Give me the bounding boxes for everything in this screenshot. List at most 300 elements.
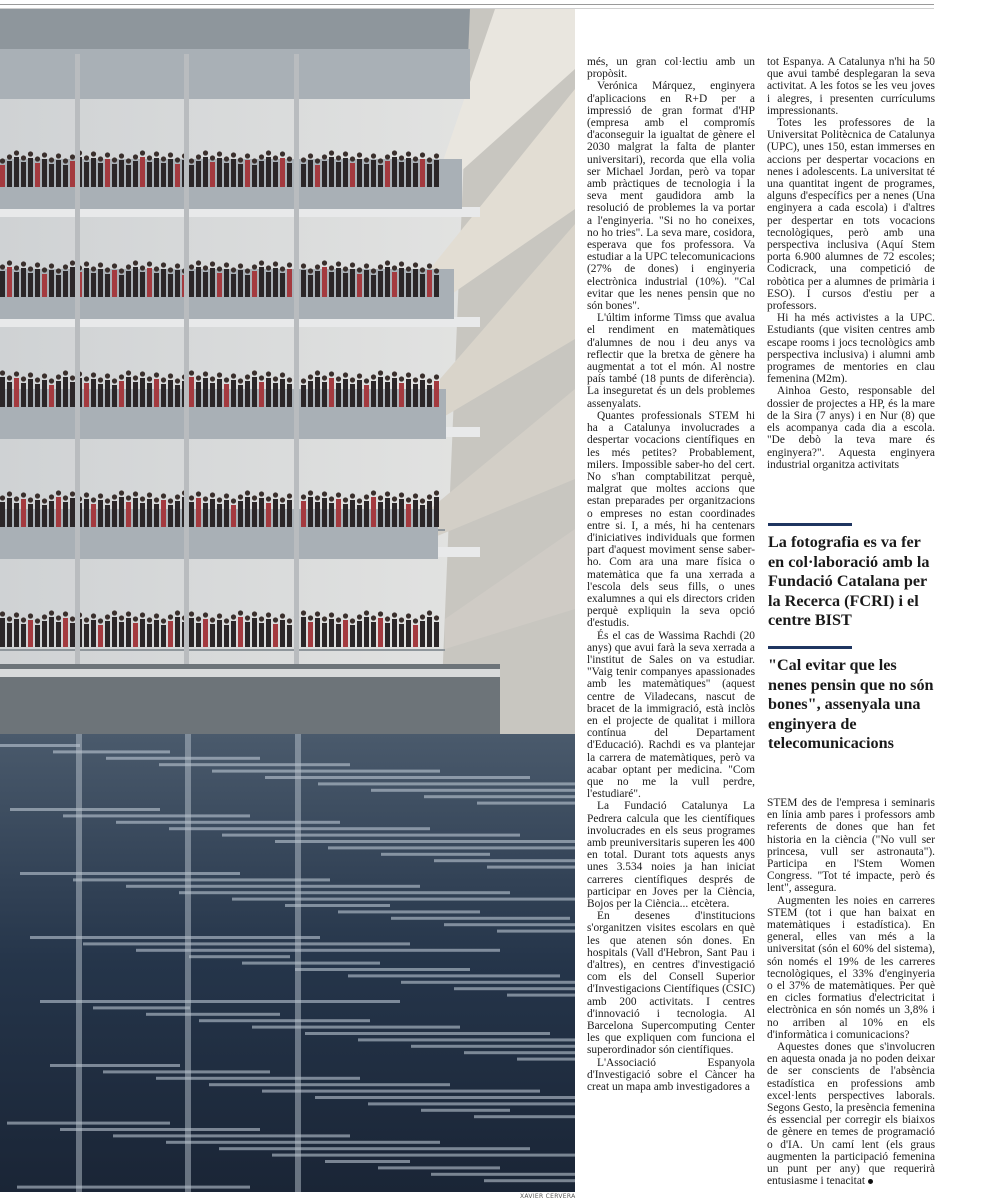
- water-ripple: [60, 1128, 260, 1131]
- crowd-head: [350, 156, 355, 161]
- crowd-head: [273, 155, 278, 160]
- crowd-figure: [133, 161, 138, 187]
- crowd-figure: [322, 623, 327, 647]
- crowd-figure: [217, 504, 222, 527]
- crowd-figure: [336, 624, 341, 647]
- water-ripple: [411, 1045, 575, 1048]
- crowd-head: [70, 375, 75, 380]
- water-ripple: [318, 782, 575, 785]
- crowd-figure: [14, 272, 19, 297]
- crowd-figure: [322, 267, 327, 297]
- crowd-head: [63, 264, 68, 269]
- crowd-figure: [385, 498, 390, 527]
- crowd-figure: [350, 163, 355, 187]
- crowd-figure: [315, 502, 320, 527]
- crowd-head: [406, 266, 411, 271]
- crowd-head: [357, 373, 362, 378]
- crowd-head: [196, 616, 201, 621]
- crowd-figure: [287, 269, 292, 297]
- crowd-figure: [343, 620, 348, 647]
- crowd-head: [105, 498, 110, 503]
- crowd-figure: [301, 270, 306, 297]
- water-ripple: [222, 834, 520, 837]
- crowd-figure: [112, 617, 117, 647]
- crowd-head: [392, 496, 397, 501]
- crowd-head: [371, 490, 376, 495]
- crowd-head: [7, 260, 12, 265]
- col2b-paragraph-2: Augmenten les noies en carreres STEM (tot i que han baixat en matemàtiques i estadística). En general, elles van més a la universitat (són el 60% del sistema), són només el 19% de les carreres tecnològiques, el 33% d'enginyeria o el 37% de matemàtiques. Per què en cicles formatius d'electricitat i electrònica en són només un 3,8% i no arriben al 10% en els d'informàtica i comunicacions?: [767, 894, 935, 1041]
- crowd-head: [119, 268, 124, 273]
- water-ripple: [179, 891, 510, 894]
- crowd-figure: [49, 617, 54, 647]
- crowd-head: [350, 493, 355, 498]
- highlight-caption: La fotografia es va fer en col·laboració amb la Fundació Catalana per la Recerca (FCRI) i el centre BIST: [768, 533, 930, 630]
- crowd-head: [350, 618, 355, 623]
- crowd-figure: [196, 498, 201, 527]
- crowd-figure: [7, 161, 12, 187]
- crowd-figure: [413, 625, 418, 647]
- crowd-head: [196, 260, 201, 265]
- crowd-head: [203, 496, 208, 501]
- crowd-figure: [70, 623, 75, 647]
- crowd-head: [168, 267, 173, 272]
- crowd-head: [203, 150, 208, 155]
- crowd-head: [91, 613, 96, 618]
- crowd-figure: [217, 379, 222, 407]
- crowd-head: [203, 265, 208, 270]
- crowd-head: [364, 378, 369, 383]
- water-ripple: [166, 1141, 440, 1144]
- water-ripple: [199, 1019, 370, 1022]
- crowd-head: [175, 157, 180, 162]
- crowd-head: [91, 372, 96, 377]
- crowd-figure: [273, 162, 278, 187]
- crowd-figure: [231, 380, 236, 407]
- crowd-figure: [343, 158, 348, 187]
- crowd-figure: [63, 271, 68, 297]
- crowd-figure: [217, 620, 222, 647]
- water-ripple: [444, 923, 575, 926]
- crowd-figure: [196, 382, 201, 407]
- crowd-head: [14, 612, 19, 617]
- crowd-figure: [161, 269, 166, 297]
- crowd-head: [133, 491, 138, 496]
- crowd-head: [427, 494, 432, 499]
- crowd-head: [189, 370, 194, 375]
- crowd-head: [49, 378, 54, 383]
- crowd-figure: [231, 159, 236, 187]
- crowd-head: [273, 261, 278, 266]
- crowd-figure: [175, 385, 180, 407]
- crowd-figure: [357, 380, 362, 407]
- crowd-figure: [203, 503, 208, 527]
- crowd-head: [245, 153, 250, 158]
- water-ripple: [242, 962, 380, 965]
- crowd-head: [217, 151, 222, 156]
- crowd-head: [210, 261, 215, 266]
- crowd-figure: [210, 383, 215, 407]
- water-ripple: [431, 1173, 575, 1176]
- crowd-head: [308, 615, 313, 620]
- crowd-head: [259, 260, 264, 265]
- crowd-figure: [406, 620, 411, 647]
- crowd-figure: [42, 380, 47, 407]
- crowd-head: [399, 155, 404, 160]
- crowd-head: [21, 376, 26, 381]
- crowd-head: [42, 152, 47, 157]
- crowd-figure: [224, 269, 229, 297]
- crowd-figure: [406, 379, 411, 407]
- crowd-figure: [56, 622, 61, 647]
- crowd-head: [273, 617, 278, 622]
- crowd-head: [406, 372, 411, 377]
- crowd-head: [371, 153, 376, 158]
- crowd-figure: [126, 377, 131, 407]
- crowd-head: [112, 378, 117, 383]
- crowd-head: [329, 612, 334, 617]
- crowd-figure: [91, 158, 96, 187]
- article-column-2-top: [767, 56, 935, 506]
- crowd-head: [119, 490, 124, 495]
- crowd-figure: [392, 619, 397, 647]
- crowd-head: [21, 617, 26, 622]
- crowd-figure: [21, 499, 26, 527]
- crowd-figure: [196, 623, 201, 647]
- crowd-figure: [308, 160, 313, 187]
- crowd-figure: [14, 378, 19, 407]
- crowd-figure: [231, 621, 236, 647]
- crowd-figure: [399, 162, 404, 187]
- crowd-figure: [168, 159, 173, 187]
- water-ripple: [295, 968, 470, 971]
- crowd-head: [420, 373, 425, 378]
- col1-paragraph-5: És el cas de Wassima Rachdi (20 anys) que avui farà la seva xerrada a l'institut de Sales on va estudiar. "Vaig tenir companyes apassionades amb les matemàtiques" (aquest centre de Viladecans, nascut de bracet de la immigració, està inclòs en el projecte de qualitat i millora contínua del Departament d'Educació). Rachdi es va plantejar la carrera de matemàtiques, però va acabar optant per medicina. "Com que no me la vull perdre, l'estudiaré".: [587, 629, 755, 801]
- crowd-figure: [56, 381, 61, 407]
- water-ripple: [189, 955, 290, 958]
- crowd-figure: [203, 619, 208, 647]
- water-ripple: [252, 1026, 460, 1029]
- crowd-figure: [154, 379, 159, 407]
- crowd-head: [7, 491, 12, 496]
- crowd-figure: [357, 274, 362, 297]
- crowd-head: [329, 371, 334, 376]
- crowd-figure: [371, 275, 376, 297]
- crowd-head: [434, 615, 439, 620]
- crowd-head: [392, 265, 397, 270]
- crowd-figure: [84, 162, 89, 187]
- crowd-head: [378, 495, 383, 500]
- crowd-head: [238, 157, 243, 162]
- crowd-head: [217, 497, 222, 502]
- crowd-head: [231, 152, 236, 157]
- crowd-figure: [378, 271, 383, 297]
- crowd-head: [392, 150, 397, 155]
- crowd-head: [392, 371, 397, 376]
- crowd-figure: [406, 273, 411, 297]
- crowd-head: [147, 155, 152, 160]
- crowd-figure: [119, 622, 124, 647]
- water-ripple: [212, 770, 440, 773]
- crowd-head: [42, 498, 47, 503]
- crowd-figure: [147, 383, 152, 407]
- col1-paragraph-8: L'Associació Espanyola d'Investigació sobre el Càncer ha creat un mapa amb investigadores a: [587, 1056, 755, 1094]
- crowd-figure: [343, 273, 348, 297]
- crowd-head: [364, 263, 369, 268]
- crowd-head: [210, 492, 215, 497]
- crowd-head: [427, 157, 432, 162]
- crowd-head: [161, 618, 166, 623]
- crowd-head: [301, 378, 306, 383]
- crowd-figure: [21, 624, 26, 647]
- crowd-head: [112, 610, 117, 615]
- crowd-head: [168, 373, 173, 378]
- crowd-head: [336, 617, 341, 622]
- crowd-figure: [35, 163, 40, 187]
- crowd-head: [49, 157, 54, 162]
- crowd-head: [420, 614, 425, 619]
- water-ripple: [328, 846, 575, 849]
- water-ripple: [0, 744, 80, 747]
- crowd-figure: [84, 624, 89, 647]
- crowd-head: [189, 158, 194, 163]
- crowd-figure: [91, 620, 96, 647]
- crowd-head: [126, 264, 131, 269]
- crowd-figure: [252, 377, 257, 407]
- crowd-figure: [357, 505, 362, 527]
- crowd-figure: [266, 272, 271, 297]
- crowd-figure: [266, 503, 271, 527]
- photo-credit: XAVIER CERVERA: [520, 1193, 576, 1200]
- crowd-head: [252, 264, 257, 269]
- balcony-rail: [0, 649, 445, 651]
- crowd-figure: [434, 622, 439, 647]
- crowd-head: [196, 375, 201, 380]
- water-ripple: [358, 1038, 575, 1041]
- crowd-head: [175, 610, 180, 615]
- crowd-head: [266, 150, 271, 155]
- crowd-figure: [329, 157, 334, 187]
- crowd-figure: [35, 500, 40, 527]
- crowd-head: [287, 377, 292, 382]
- crowd-head: [385, 616, 390, 621]
- crowd-head: [434, 490, 439, 495]
- crowd-head: [266, 265, 271, 270]
- crowd-head: [63, 370, 68, 375]
- crowd-head: [371, 268, 376, 273]
- crowd-head: [385, 154, 390, 159]
- crowd-head: [413, 618, 418, 623]
- crowd-figure: [28, 504, 33, 527]
- article-column-2-bottom: [767, 797, 935, 1200]
- crowd-head: [322, 375, 327, 380]
- crowd-head: [7, 154, 12, 159]
- crowd-figure: [126, 618, 131, 647]
- crowd-figure: [413, 384, 418, 407]
- crowd-figure: [336, 499, 341, 527]
- crowd-figure: [315, 377, 320, 407]
- crowd-head: [189, 611, 194, 616]
- window-band: [0, 49, 470, 99]
- water-ripple: [464, 1051, 575, 1054]
- crowd-head: [84, 376, 89, 381]
- water-ripple: [401, 981, 575, 984]
- crowd-head: [273, 376, 278, 381]
- crowd-head: [238, 378, 243, 383]
- crowd-figure: [350, 384, 355, 407]
- crowd-figure: [224, 384, 229, 407]
- crowd-head: [315, 611, 320, 616]
- closing-text: Aquestes dones que s'involucren en aquesta onada ja no poden deixar de ser conscients de l'absència estadística en professions amb excel·lents perspectives laborals. Segons Gesto, la presència femenina és essencial per corregir els biaixos de gènere en temes de programació o d'IA. Un camí lent (els graus augmenten la participació femenina un punt per any) que requerirà entusiasme i tenacitat: [767, 1041, 935, 1188]
- crowd-figure: [301, 164, 306, 187]
- crowd-figure: [259, 161, 264, 187]
- water-ripple: [487, 866, 575, 869]
- crowd-head: [14, 371, 19, 376]
- crowd-head: [28, 613, 33, 618]
- crowd-figure: [259, 498, 264, 527]
- crowd-head: [336, 376, 341, 381]
- crowd-figure: [259, 267, 264, 297]
- crowd-head: [14, 150, 19, 155]
- crowd-figure: [308, 622, 313, 647]
- crowd-figure: [133, 382, 138, 407]
- crowd-figure: [14, 619, 19, 647]
- crowd-figure: [266, 619, 271, 647]
- crowd-figure: [238, 501, 243, 527]
- crowd-head: [49, 494, 54, 499]
- water-ripple: [474, 1115, 575, 1118]
- crowd-head: [21, 261, 26, 266]
- crowd-figure: [63, 377, 68, 407]
- crowd-figure: [392, 378, 397, 407]
- crowd-head: [287, 493, 292, 498]
- crowd-figure: [280, 504, 285, 527]
- crowd-figure: [28, 273, 33, 297]
- crowd-head: [98, 377, 103, 382]
- crowd-figure: [217, 158, 222, 187]
- crowd-head: [140, 496, 145, 501]
- crowd-figure: [231, 274, 236, 297]
- crowd-head: [280, 497, 285, 502]
- crowd-head: [224, 156, 229, 161]
- crowd-figure: [434, 275, 439, 297]
- crowd-head: [308, 374, 313, 379]
- crowd-head: [84, 617, 89, 622]
- crowd-figure: [336, 162, 341, 187]
- crowd-figure: [203, 272, 208, 297]
- crowd-figure: [42, 159, 47, 187]
- col2b-paragraph-1: STEM des de l'empresa i seminaris en línia amb pares i professors amb referents de dones que han fet historia en la ciència ("No vull ser princesa, vull ser astronauta"). Participa en l'Stem Women Congress. "Tot té impacte, però és lent", assegura.: [767, 797, 935, 895]
- crowd-head: [203, 371, 208, 376]
- crowd-figure: [287, 384, 292, 407]
- crowd-figure: [280, 379, 285, 407]
- crowd-head: [147, 492, 152, 497]
- crowd-figure: [168, 274, 173, 297]
- crowd-head: [245, 268, 250, 273]
- crowd-head: [231, 614, 236, 619]
- crowd-figure: [238, 617, 243, 647]
- crowd-head: [336, 261, 341, 266]
- crowd-figure: [112, 164, 117, 187]
- crowd-head: [133, 616, 138, 621]
- crowd-figure: [175, 501, 180, 527]
- crowd-head: [350, 262, 355, 267]
- crowd-figure: [245, 622, 250, 647]
- crowd-head: [413, 493, 418, 498]
- crowd-figure: [35, 625, 40, 647]
- crowd-head: [301, 263, 306, 268]
- crowd-figure: [245, 275, 250, 297]
- crowd-head: [343, 497, 348, 502]
- crowd-head: [112, 157, 117, 162]
- crowd-figure: [224, 163, 229, 187]
- crowd-figure: [126, 165, 131, 187]
- water-ripple: [83, 942, 410, 945]
- crowd-figure: [280, 620, 285, 647]
- end-mark-icon: [868, 1179, 873, 1184]
- crowd-figure: [329, 272, 334, 297]
- crowd-head: [154, 151, 159, 156]
- crowd-figure: [406, 158, 411, 187]
- crowd-head: [315, 495, 320, 500]
- water-ripple: [113, 1134, 350, 1137]
- crowd-head: [119, 615, 124, 620]
- crowd-head: [21, 155, 26, 160]
- water-ripple: [348, 974, 560, 977]
- crowd-head: [224, 493, 229, 498]
- crowd-head: [231, 498, 236, 503]
- crowd-figure: [14, 157, 19, 187]
- crowd-head: [336, 492, 341, 497]
- crowd-head: [105, 373, 110, 378]
- crowd-figure: [245, 160, 250, 187]
- crowd-figure: [133, 623, 138, 647]
- crowd-head: [322, 616, 327, 621]
- crowd-head: [35, 618, 40, 623]
- crowd-head: [35, 493, 40, 498]
- crowd-figure: [357, 159, 362, 187]
- crowd-figure: [21, 268, 26, 297]
- crowd-head: [301, 610, 306, 615]
- crowd-figure: [385, 382, 390, 407]
- crowd-figure: [420, 159, 425, 187]
- crowd-head: [308, 268, 313, 273]
- crowd-figure: [287, 625, 292, 647]
- col2-paragraph-4: Ainhoa Gesto, responsable del dossier de projectes a HP, és la mare de la Sira (7 anys) i en Nur (8) que els acompanya cada dia a escola. "De debò la teva mare és enginyera?". Aquesta enginyera industrial organitza activitats: [767, 385, 935, 471]
- water-ripple: [484, 1179, 575, 1182]
- crowd-head: [91, 151, 96, 156]
- crowd-head: [336, 155, 341, 160]
- crowd-figure: [105, 621, 110, 647]
- crowd-head: [28, 266, 33, 271]
- crowd-figure: [98, 384, 103, 407]
- water-ripple: [232, 898, 575, 901]
- crowd-head: [343, 613, 348, 618]
- crowd-head: [385, 260, 390, 265]
- crowd-head: [287, 262, 292, 267]
- crowd-head: [287, 156, 292, 161]
- crowd-head: [406, 497, 411, 502]
- crowd-head: [70, 616, 75, 621]
- crowd-figure: [273, 383, 278, 407]
- crowd-figure: [378, 618, 383, 647]
- crowd-figure: [63, 618, 68, 647]
- crowd-figure: [7, 382, 12, 407]
- crowd-head: [371, 374, 376, 379]
- crowd-figure: [42, 505, 47, 527]
- highlight-rule-2: [768, 646, 852, 649]
- water-ripple: [209, 1083, 450, 1086]
- crowd-figure: [105, 274, 110, 297]
